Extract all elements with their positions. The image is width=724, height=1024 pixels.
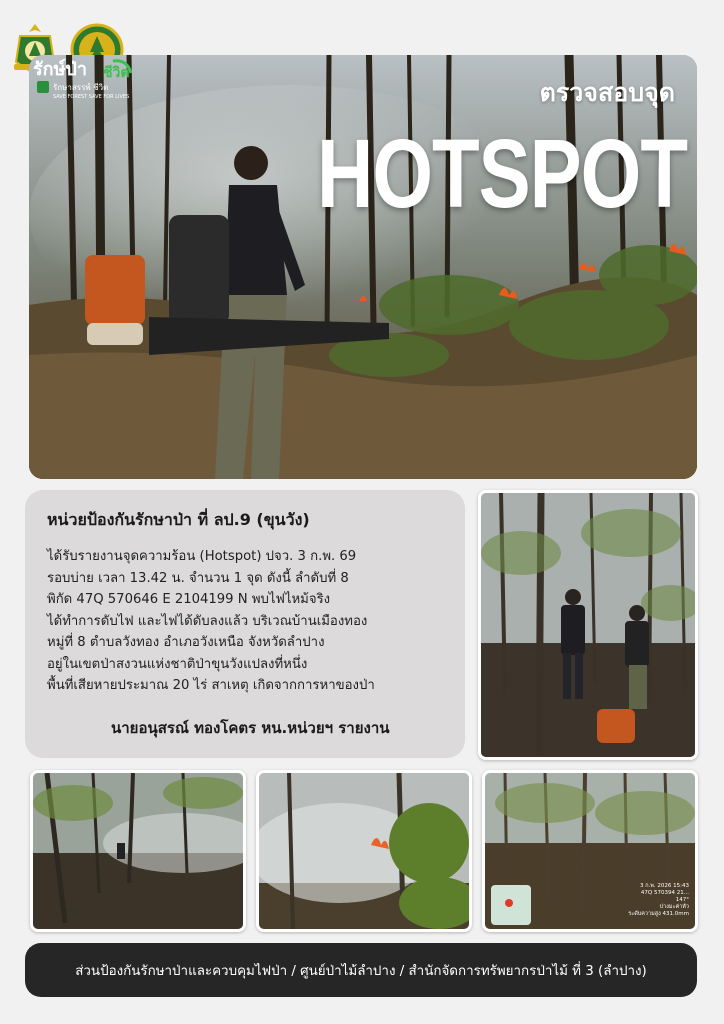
hero-subtitle: ตรวจสอบจุด	[539, 78, 675, 107]
report-card	[25, 490, 465, 758]
report-line: ได้ทำการดับไฟ และไฟได้ดับลงแล้ว บริเวณบ้านเมืองทอง	[47, 613, 368, 629]
gps-stamp-line: ระดับความสูง 431.0mm	[628, 911, 689, 917]
report-line: รอบบ่าย เวลา 13.42 น. จำนวน 1 จุด ดังนี้ ลำดับที่ 8	[47, 570, 349, 586]
svg-text:รักษ์ป่า: รักษ์ป่า	[33, 59, 87, 80]
footer-agency-text: ส่วนป้องกันรักษาป่าและควบคุมไฟป่า / ศูนย์ป่าไม้ลำปาง / สำนักจัดการทรัพยากรป่าไม้ ที่ 3 (ลำปาง)	[75, 963, 647, 979]
gps-stamp-line: 147°	[675, 897, 689, 903]
side-photo-officers	[478, 490, 698, 760]
svg-text:SAVE FOREST SAVE FOR LIVES: SAVE FOREST SAVE FOR LIVES	[53, 94, 130, 99]
report-line: อยู่ในเขตป่าสงวนแห่งชาติป่าขุนวังแปลงที่หนึ่ง	[47, 656, 308, 672]
report-line: พิกัด 47Q 570646 E 2104199 N พบไฟไหม้จริง	[47, 592, 331, 607]
report-line: พื้นที่เสียหายประมาณ 20 ไร่ สาเหตุ เกิดจากการหาของป่า	[47, 678, 375, 693]
gps-stamp-line: 3 ก.พ. 2026 15:43	[639, 883, 689, 889]
report-line: ได้รับรายงานจุดความร้อน (Hotspot) ปจว. 3 ก.พ. 69	[47, 549, 357, 564]
gps-stamp-line: 47Q 570394 21...	[640, 890, 689, 896]
photo-gps-stamped	[482, 770, 698, 932]
hero-title: HOTSPOT	[316, 118, 687, 229]
footer-bar	[25, 943, 697, 997]
svg-text:รักษาสรรพ์ ชีวิต: รักษาสรรพ์ ชีวิต	[53, 83, 109, 92]
reporter-signature: นายอนุสรณ์ ทองโคตร หน.หน่วยฯ รายงาน	[111, 719, 390, 737]
gps-stamp	[619, 883, 689, 925]
photo-smoke-fire	[256, 770, 472, 932]
unit-heading: หน่วยป้องกันรักษาป่า ที่ ลป.9 (ขุนวัง)	[47, 510, 310, 529]
report-line: หมู่ที่ 8 ตำบลวังทอง อำเภอวังเหนือ จังหวัดลำปาง	[47, 635, 325, 650]
photo-burnt-ground	[30, 770, 246, 932]
hero-photo	[29, 55, 697, 479]
svg-text:ชีวิต: ชีวิต	[103, 65, 130, 81]
gps-stamp-line: ปางมะค่าหัว	[659, 904, 689, 910]
report-body	[47, 546, 457, 697]
rak-pa-watermark-logo	[29, 55, 149, 99]
